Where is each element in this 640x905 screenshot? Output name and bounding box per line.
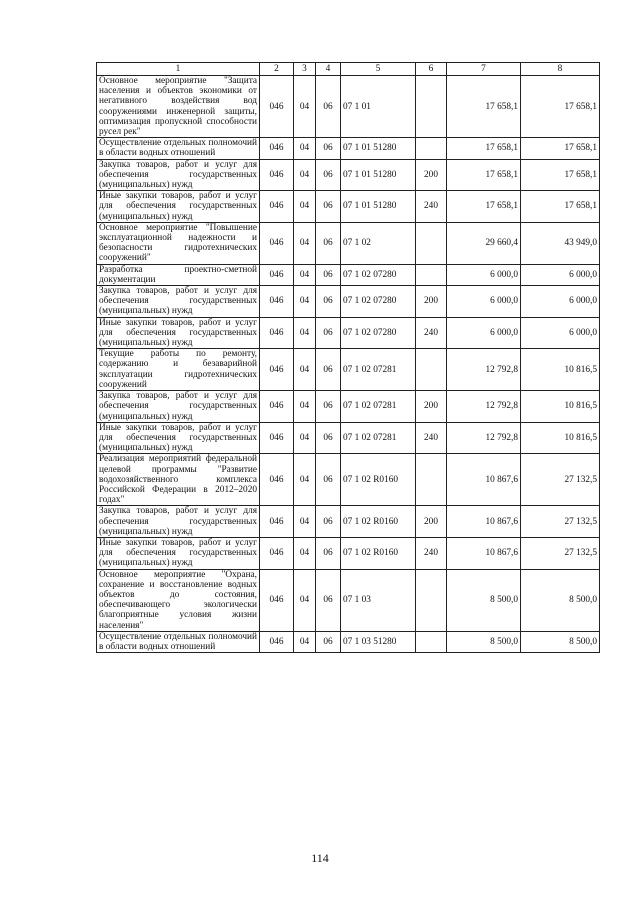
row-name-cell: Закупка товаров, работ и услуг для обеспечения государственных (муниципальных) нужд [97,391,260,423]
table-row [97,506,600,538]
row-value-cell: 07 1 02 R0160 [341,454,416,506]
row-name-cell: Иные закупки товаров, работ и услуг для обеспечения государственных (муниципальных) нужд [97,191,260,223]
row-value-cell: 17 658,1 [447,76,521,138]
row-value-cell: 10 816,5 [521,391,600,423]
row-value-cell: 12 792,8 [447,422,521,454]
row-value-cell: 10 816,5 [521,422,600,454]
row-value-cell: 046 [260,159,294,191]
row-value-cell: 06 [316,506,341,538]
table-row [97,138,600,159]
row-value-cell: 06 [316,422,341,454]
row-value-cell: 06 [316,391,341,423]
row-value-cell: 07 1 01 51280 [341,138,416,159]
table-row [97,422,600,454]
row-value-cell: 046 [260,138,294,159]
row-value-cell: 06 [316,138,341,159]
row-value-cell: 07 1 02 07280 [341,264,416,285]
row-value-cell: 06 [316,159,341,191]
row-value-cell [416,76,447,138]
row-value-cell: 046 [260,222,294,264]
row-value-cell: 046 [260,422,294,454]
row-value-cell: 04 [294,191,316,223]
header-cell: 6 [416,63,447,76]
row-value-cell: 046 [260,391,294,423]
row-value-cell: 6 000,0 [447,286,521,318]
page-number: 114 [311,851,329,865]
row-value-cell: 04 [294,222,316,264]
row-name-cell: Текущие работы по ремонту, содержанию и безаварийной эксплуатации гидротехнических сооружений [97,349,260,391]
row-value-cell: 6 000,0 [521,317,600,349]
row-value-cell: 04 [294,159,316,191]
row-value-cell: 046 [260,264,294,285]
header-cell: 7 [447,63,521,76]
row-value-cell: 200 [416,391,447,423]
row-name-cell: Иные закупки товаров, работ и услуг для обеспечения государственных (муниципальных) нужд [97,422,260,454]
row-value-cell: 6 000,0 [521,286,600,318]
row-value-cell: 07 1 02 07281 [341,349,416,391]
row-value-cell: 17 658,1 [447,138,521,159]
row-value-cell [416,631,447,652]
row-value-cell: 07 1 02 R0160 [341,537,416,569]
header-cell: 3 [294,63,316,76]
row-value-cell: 04 [294,569,316,631]
table-row [97,391,600,423]
row-value-cell: 240 [416,422,447,454]
row-value-cell: 17 658,1 [521,159,600,191]
header-cell: 2 [260,63,294,76]
row-name-cell: Закупка товаров, работ и услуг для обеспечения государственных (муниципальных) нужд [97,286,260,318]
row-value-cell: 8 500,0 [447,631,521,652]
row-value-cell: 07 1 02 07280 [341,286,416,318]
row-value-cell: 04 [294,537,316,569]
row-value-cell: 04 [294,422,316,454]
row-value-cell: 6 000,0 [521,264,600,285]
header-cell: 1 [97,63,260,76]
row-value-cell: 07 1 02 [341,222,416,264]
header-cell: 5 [341,63,416,76]
row-name-cell: Осуществление отдельных полномочий в области водных отношений [97,631,260,652]
table-row [97,222,600,264]
row-value-cell: 04 [294,506,316,538]
row-value-cell: 240 [416,317,447,349]
table-row [97,286,600,318]
row-value-cell: 200 [416,159,447,191]
table-row [97,537,600,569]
row-name-cell: Закупка товаров, работ и услуг для обеспечения государственных (муниципальных) нужд [97,159,260,191]
row-value-cell: 06 [316,537,341,569]
row-name-cell: Иные закупки товаров, работ и услуг для обеспечения государственных (муниципальных) нужд [97,537,260,569]
row-value-cell: 046 [260,569,294,631]
row-value-cell: 17 658,1 [521,191,600,223]
table-row [97,159,600,191]
row-value-cell: 200 [416,286,447,318]
row-value-cell [416,264,447,285]
row-value-cell: 06 [316,264,341,285]
row-value-cell: 07 1 02 07281 [341,422,416,454]
row-value-cell: 046 [260,631,294,652]
row-value-cell: 06 [316,191,341,223]
row-name-cell: Основное мероприятие "Охрана, сохранение и восстановление водных объектов до состояния, обеспечивающего экологически благоприятные условия жизни населения" [97,569,260,631]
row-name-cell: Разработка проектно-сметной документации [97,264,260,285]
row-value-cell: 27 132,5 [521,506,600,538]
row-value-cell: 27 132,5 [521,454,600,506]
row-value-cell: 17 658,1 [521,138,600,159]
row-value-cell: 8 500,0 [447,569,521,631]
row-value-cell: 12 792,8 [447,391,521,423]
row-value-cell: 04 [294,286,316,318]
row-name-cell: Основное мероприятие "Повышение эксплуатационной надежности и безопасности гидротехнических сооружений" [97,222,260,264]
row-value-cell: 046 [260,537,294,569]
row-value-cell: 06 [316,286,341,318]
table-row [97,454,600,506]
row-value-cell: 8 500,0 [521,569,600,631]
row-value-cell: 06 [316,454,341,506]
row-value-cell: 27 132,5 [521,537,600,569]
row-value-cell: 10 816,5 [521,349,600,391]
table-row [97,317,600,349]
row-value-cell: 240 [416,537,447,569]
row-value-cell: 046 [260,191,294,223]
row-value-cell [416,222,447,264]
row-name-cell: Закупка товаров, работ и услуг для обеспечения государственных (муниципальных) нужд [97,506,260,538]
row-value-cell: 07 1 03 [341,569,416,631]
table-row [97,191,600,223]
row-value-cell: 04 [294,349,316,391]
row-value-cell: 6 000,0 [447,264,521,285]
table-body [97,76,600,653]
budget-table [96,62,600,653]
row-value-cell: 10 867,6 [447,506,521,538]
row-value-cell: 07 1 02 07281 [341,391,416,423]
row-value-cell: 07 1 01 51280 [341,191,416,223]
row-value-cell: 046 [260,454,294,506]
row-value-cell: 17 658,1 [521,76,600,138]
row-name-cell: Осуществление отдельных полномочий в области водных отношений [97,138,260,159]
row-value-cell: 07 1 03 51280 [341,631,416,652]
row-value-cell: 07 1 02 07280 [341,317,416,349]
table-row [97,349,600,391]
row-value-cell: 046 [260,286,294,318]
row-value-cell: 046 [260,506,294,538]
row-value-cell: 046 [260,76,294,138]
row-value-cell: 06 [316,349,341,391]
table-row [97,76,600,138]
row-value-cell: 04 [294,264,316,285]
row-value-cell: 06 [316,76,341,138]
row-value-cell [416,454,447,506]
header-cell: 8 [521,63,600,76]
row-value-cell: 17 658,1 [447,191,521,223]
row-value-cell [416,138,447,159]
header-cell: 4 [316,63,341,76]
row-value-cell: 04 [294,454,316,506]
row-value-cell [416,349,447,391]
row-value-cell: 07 1 01 51280 [341,159,416,191]
row-value-cell: 8 500,0 [521,631,600,652]
row-value-cell: 046 [260,317,294,349]
row-value-cell: 06 [316,222,341,264]
row-value-cell: 43 949,0 [521,222,600,264]
row-value-cell: 200 [416,506,447,538]
header-row [97,63,600,76]
row-value-cell: 04 [294,631,316,652]
row-value-cell: 06 [316,631,341,652]
row-value-cell: 04 [294,76,316,138]
row-value-cell: 10 867,6 [447,537,521,569]
table-row [97,631,600,652]
row-value-cell: 10 867,6 [447,454,521,506]
row-value-cell: 06 [316,569,341,631]
row-value-cell: 240 [416,191,447,223]
row-value-cell: 04 [294,317,316,349]
row-name-cell: Реализация мероприятий федеральной целевой программы "Развитие водохозяйственного комплекса Российской Федерации в 2012–2020 годах" [97,454,260,506]
row-value-cell: 04 [294,138,316,159]
row-value-cell: 07 1 02 R0160 [341,506,416,538]
row-name-cell: Иные закупки товаров, работ и услуг для обеспечения государственных (муниципальных) нужд [97,317,260,349]
row-value-cell: 07 1 01 [341,76,416,138]
row-value-cell: 046 [260,349,294,391]
row-value-cell: 04 [294,391,316,423]
table-row [97,264,600,285]
row-name-cell: Основное мероприятие "Защита населения и объектов экономики от негативного воздействия вод сооружениями инженерной защиты, оптимизация пропускной способности русел рек" [97,76,260,138]
row-value-cell [416,569,447,631]
row-value-cell: 12 792,8 [447,349,521,391]
row-value-cell: 6 000,0 [447,317,521,349]
row-value-cell: 29 660,4 [447,222,521,264]
row-value-cell: 17 658,1 [447,159,521,191]
table-row [97,569,600,631]
row-value-cell: 06 [316,317,341,349]
